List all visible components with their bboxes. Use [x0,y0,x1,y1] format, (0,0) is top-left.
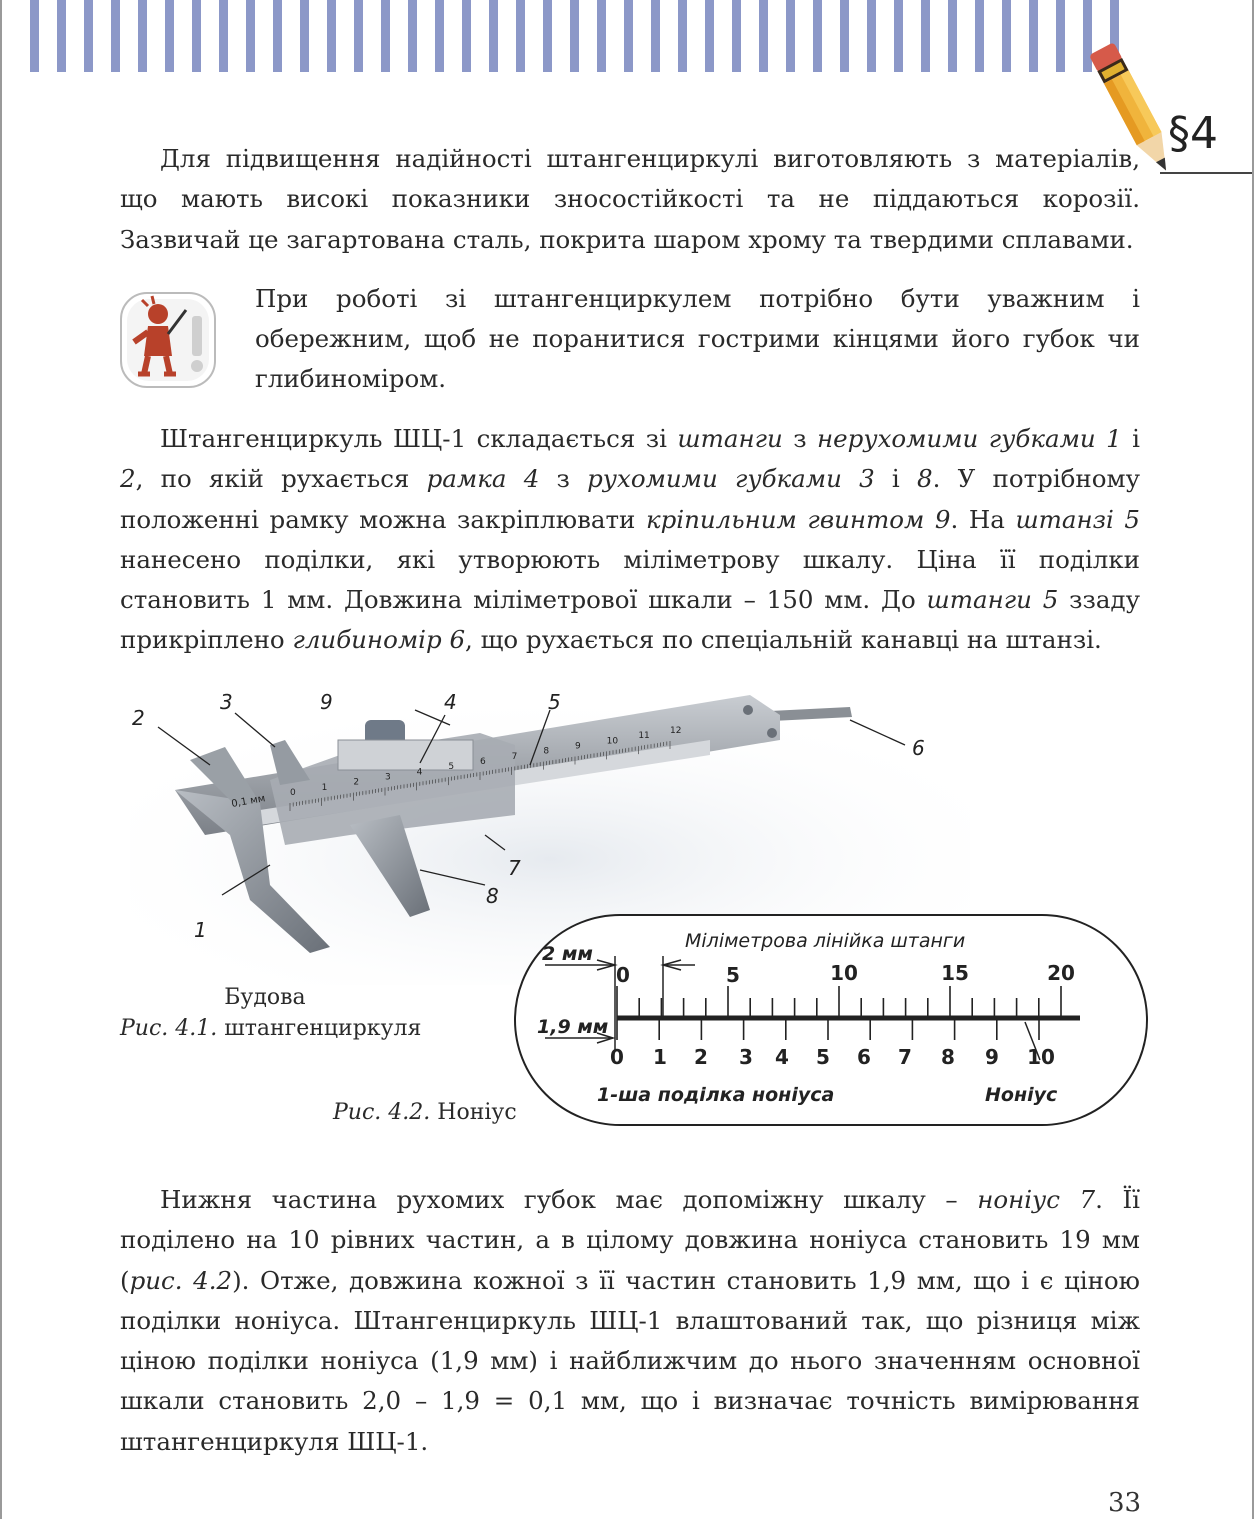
caliper-label-5: 5 [548,690,561,714]
caliper-scale-number: 11 [638,731,650,742]
vernier-number-5: 5 [816,1045,830,1069]
vernier-number-1: 1 [653,1045,667,1069]
figure-4-1-caption-text: Будова штангенциркуля [224,985,422,1041]
caliper-label-3: 3 [220,690,233,714]
caliper-scale-number: 1 [321,782,328,793]
label-19mm: 1,9 мм [537,1016,609,1038]
vernier-number-3: 3 [739,1045,753,1069]
figure-4-2-caption-number: Рис. 4.2. [333,1100,431,1125]
caliper-label-7: 7 [508,856,521,880]
caliper-label-4: 4 [444,690,457,714]
caliper-label-8: 8 [486,884,499,908]
vernier-number-6: 6 [857,1045,871,1069]
caliper-scale-number: 6 [480,757,486,767]
paragraph-structure [120,419,1140,661]
vernier-diagram [505,900,1160,1130]
paragraph-intro-text: Для підвищення надійності штангенциркулі виготовляють з матеріалів, що мають високі показники зносостійкості та не піддаються корозії. Зазвичай це загартована сталь, покрита шаром хрому та твердими сплавами. [120,144,1140,254]
safety-warning-icon [118,290,218,390]
caliper-label-9: 9 [320,690,333,714]
paragraph-intro [120,139,1140,260]
caliper-scale-number: 5 [448,762,455,773]
figure-4-2-caption-text: Ноніус [437,1100,517,1125]
warning-text-block [255,279,1140,399]
first-division-label: 1-ша поділка ноніуса [597,1084,835,1106]
caliper-scale-number: 7 [511,751,518,762]
main-scale-number-15: 15 [941,961,969,985]
vernier-number-4: 4 [775,1045,789,1069]
caliper-scale-number: 12 [670,726,682,736]
page-number: 33 [1108,1488,1142,1518]
caliper-scale-number: 4 [416,767,423,778]
vernier-number-9: 9 [985,1045,999,1069]
caliper-scale-label: 0,1 мм [230,793,267,810]
section-underline [1160,172,1252,174]
figure-4-1-caption [120,982,434,1044]
paragraph-structure-text: Штангенциркуль ШЦ-1 складається зі штанги з нерухомими губками 1 і 2, по якій рухається рамка 4 з рухомими губками 3 і 8. У потрібному положенні рамку можна закріплювати кріпильним гвинтом 9. На штанзі 5 нанесено поділки, які утворюють міліметрову шкалу. Ціна її поділки становить 1 мм. Довжина міліметрової шкали – 150 мм. До штанги 5 ззаду прикріплено глибиномір 6, що рухається по спеціальній канавці на штанзі. [120,424,1140,655]
caliper-scale-number: 9 [575,741,581,752]
header-stripes [30,0,1120,72]
caliper-scale-number: 2 [353,777,360,788]
caliper-scale-number: 10 [606,736,619,747]
section-mark: §4 [1168,108,1218,159]
paragraph-vernier [120,1180,1140,1462]
vernier-number-8: 8 [941,1045,955,1069]
main-scale-number-5: 5 [726,963,740,987]
caliper-label-6: 6 [912,736,925,760]
caliper-scale-number: 8 [543,746,550,757]
page-border-left [0,0,2,1519]
vernier-number-2: 2 [694,1045,708,1069]
vernier-number-10: 10 [1027,1045,1055,1069]
label-2mm: 2 мм [542,943,593,965]
vernier-number-7: 7 [898,1045,912,1069]
main-scale-number-20: 20 [1047,961,1075,985]
caliper-label-1: 1 [194,918,207,942]
main-scale-number-0: 0 [616,963,630,987]
figure-4-2-caption [333,1097,517,1128]
main-scale-number-10: 10 [830,961,858,985]
caliper-label-2: 2 [132,706,145,730]
caliper-scale-number: 3 [385,772,391,783]
vernier-title: Міліметрова лінійка штанги [685,930,966,952]
warning-text: При роботі зі штангенциркулем потрібно бути уважним і обережним, щоб не поранитися гострими кінцями його губок чи глибиноміром. [255,284,1140,393]
caliper-scale-number: 0 [290,788,296,798]
figure-4-1-caption-number: Рис. 4.1. [120,1016,218,1041]
vernier-number-0: 0 [610,1045,624,1069]
paragraph-vernier-text: Нижня частина рухомих губок має допоміжну шкалу – ноніус 7. Її поділено на 10 рівних частин, а в цілому довжина ноніуса становить 19 мм (рис. 4.2). Отже, довжина кожної з її частин становить 1,9 мм, що і є ціною поділки ноніуса. Штангенциркуль ШЦ-1 влаштований так, що різниця між ціною поділки ноніуса (1,9 мм) і найближчим до нього значенням основної шкали становить 2,0 – 1,9 = 0,1 мм, що і визначає точність вимірювання штангенциркуля ШЦ-1. [120,1185,1141,1456]
vernier-label: Ноніус [985,1084,1058,1106]
